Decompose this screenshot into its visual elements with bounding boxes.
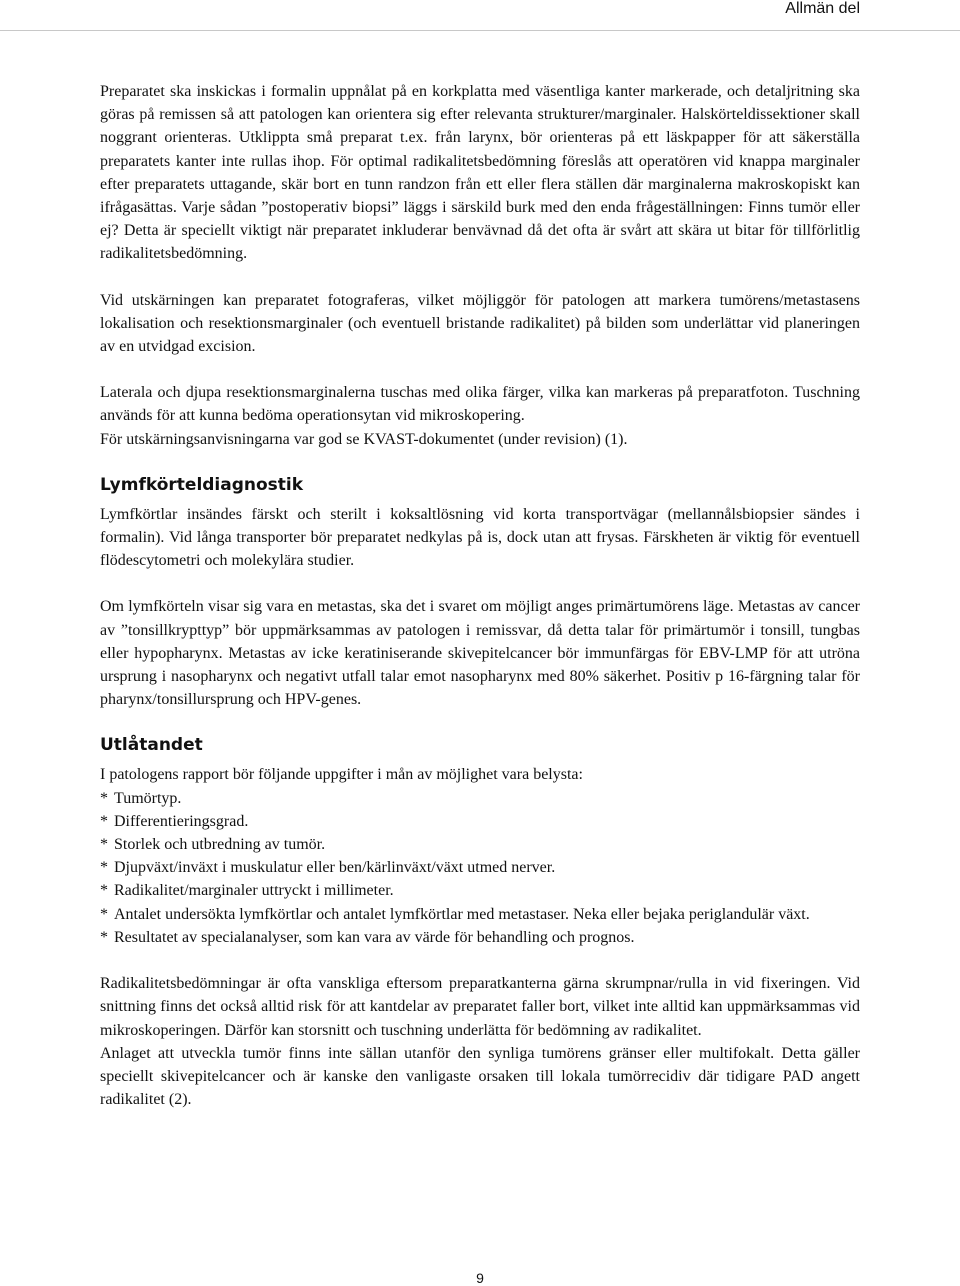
bullet-marker: * bbox=[100, 928, 108, 946]
paragraph-gap bbox=[100, 572, 860, 595]
list-item bbox=[100, 879, 860, 902]
bullet-marker: * bbox=[100, 812, 108, 830]
list-item bbox=[100, 856, 860, 879]
bullet-marker: * bbox=[100, 905, 108, 923]
paragraph-kvast-reference: För utskärningsanvisningarna var god se KVAST-dokumentet (under revision) (1). bbox=[100, 430, 628, 448]
paragraph-radicality: Radikalitetsbedömningar är ofta vanskliga eftersom preparatkanterna gärna skrumpnar/rulla in vid fixeringen. Vid snittning finns det också alltid risk för att kantdelar av preparatet faller bort, vilket inte alltid kan uppmärksammas vid mikroskoperingen. Därför kan storsnitt och tuschning underlätta för bedömning av radikalitet. bbox=[100, 975, 860, 1039]
paragraph-lymph-transport: Lymfkörtlar insändes färskt och sterilt i koksaltlösning vid korta transportvägar (mellannålsbiopsier sändes i formalin). Vid långa transporter bör preparatet nedkylas på is, dock utan att frysas. Färskheten är viktig för eventuell flödescytometri och molekylära studier. bbox=[100, 505, 860, 570]
list-item bbox=[100, 926, 860, 949]
report-intro: I patologens rapport bör följande uppgifter i mån av möjlighet vara belysta: bbox=[100, 766, 583, 784]
list-item-text: Djupväxt/inväxt i muskulatur eller ben/kärlinväxt/växt utmed nerver. bbox=[114, 859, 556, 877]
list-item-text: Differentieringsgrad. bbox=[114, 812, 249, 830]
paragraph-gap bbox=[100, 949, 860, 972]
page-body bbox=[100, 80, 860, 1111]
list-item bbox=[100, 833, 860, 856]
header-divider bbox=[0, 30, 960, 31]
bullet-marker: * bbox=[100, 882, 108, 900]
paragraph-multifocal: Anlaget att utveckla tumör finns inte sällan utanför den synliga tumörens gränser eller multifokalt. Detta gäller speciellt skivepitelcancer och är kanske den vanligaste orsaken till lokala tumörrecidiv där tidigare PAD angett radikalitet (2). bbox=[100, 1044, 860, 1109]
paragraph-gap bbox=[100, 266, 860, 289]
report-checklist bbox=[100, 787, 860, 949]
bullet-marker: * bbox=[100, 789, 108, 807]
paragraph-photography: Vid utskärningen kan preparatet fotograferas, vilket möjliggör för patologen att markera tumörens/metastasens lokalisation och resektionsmarginaler (och eventuell bristande radikalitet) på bilden som underlättar vid planeringen av en utvidgad excision. bbox=[100, 291, 860, 356]
list-item bbox=[100, 810, 860, 833]
bullet-marker: * bbox=[100, 836, 108, 854]
section-heading-lymph-node: Lymfkörteldiagnostik bbox=[100, 474, 304, 495]
paragraph-lymph-metastasis: Om lymfkörteln visar sig vara en metastas, ska det i svaret om möjligt anges primärtumörens läge. Metastas av cancer av ”tonsillkrypttyp” bör uppmärksammas av patologen i remissvar, då detta talar för primärtumör i tonsill, tungbas eller hypopharynx. Metastas av icke keratiniserande skivepitelcancer bör immunfärgas för EBV-LMP för att utröna ursprung i nasopharynx och negativt utfall talar emot nasopharynx med 80% säkerhet. Positiv p 16-färgning talar för pharynx/tonsillursprung och HPV-genes. bbox=[100, 598, 860, 709]
list-item-text: Tumörtyp. bbox=[114, 789, 182, 807]
running-header: Allmän del bbox=[785, 0, 860, 17]
list-item-text: Storlek och utbredning av tumör. bbox=[114, 836, 326, 854]
section-heading-report: Utlåtandet bbox=[100, 735, 203, 756]
list-item-text: Resultatet av specialanalyser, som kan vara av värde för behandling och prognos. bbox=[114, 928, 635, 946]
paragraph-gap bbox=[100, 711, 860, 734]
paragraph-gap bbox=[100, 358, 860, 381]
list-item bbox=[100, 903, 860, 926]
paragraph-specimen-handling: Preparatet ska inskickas i formalin uppnålat på en korkplatta med väsentliga kanter markerade, och detaljritning ska göras på remissen så att patologen kan orientera sig efter relevanta strukturer/marginaler. Halskörteldissektioner skall noggrant orienteras. Utklippta små preparat t.ex. från larynx, bör orienteras på ett läskpapper för att säkerställa preparatets kanter inte rullas ihop. För optimal radikalitetsbedömning föreslås att operatören vid knappa marginaler efter preparatets uttagande, skär bort en tunn randzon från ett eller flera ställen där marginalerna makroskopiskt kan ifrågasättas. Varje sådan ”postoperativ biopsi” läggs i särskild burk med den enda frågeställningen: Finns tumör eller ej? Detta är speciellt viktigt när preparatet inkluderar benvävnad då det ofta är svårt att skära ut bitar för tillförlitlig radikalitetsbedömning. bbox=[100, 83, 860, 263]
paragraph-gap bbox=[100, 451, 860, 474]
list-item-text: Antalet undersökta lymfkörtlar och antalet lymfkörtlar med metastaser. Neka eller bejaka periglandulär växt. bbox=[114, 905, 810, 923]
list-item-text: Radikalitet/marginaler uttryckt i millimeter. bbox=[114, 882, 394, 900]
bullet-marker: * bbox=[100, 859, 108, 877]
page-number: 9 bbox=[476, 1270, 484, 1286]
list-item bbox=[100, 787, 860, 810]
paragraph-inking: Laterala och djupa resektionsmarginalerna tuschas med olika färger, vilka kan markeras på preparatfoton. Tuschning används för att kunna bedöma operationsytan vid mikroskopering. bbox=[100, 384, 860, 425]
